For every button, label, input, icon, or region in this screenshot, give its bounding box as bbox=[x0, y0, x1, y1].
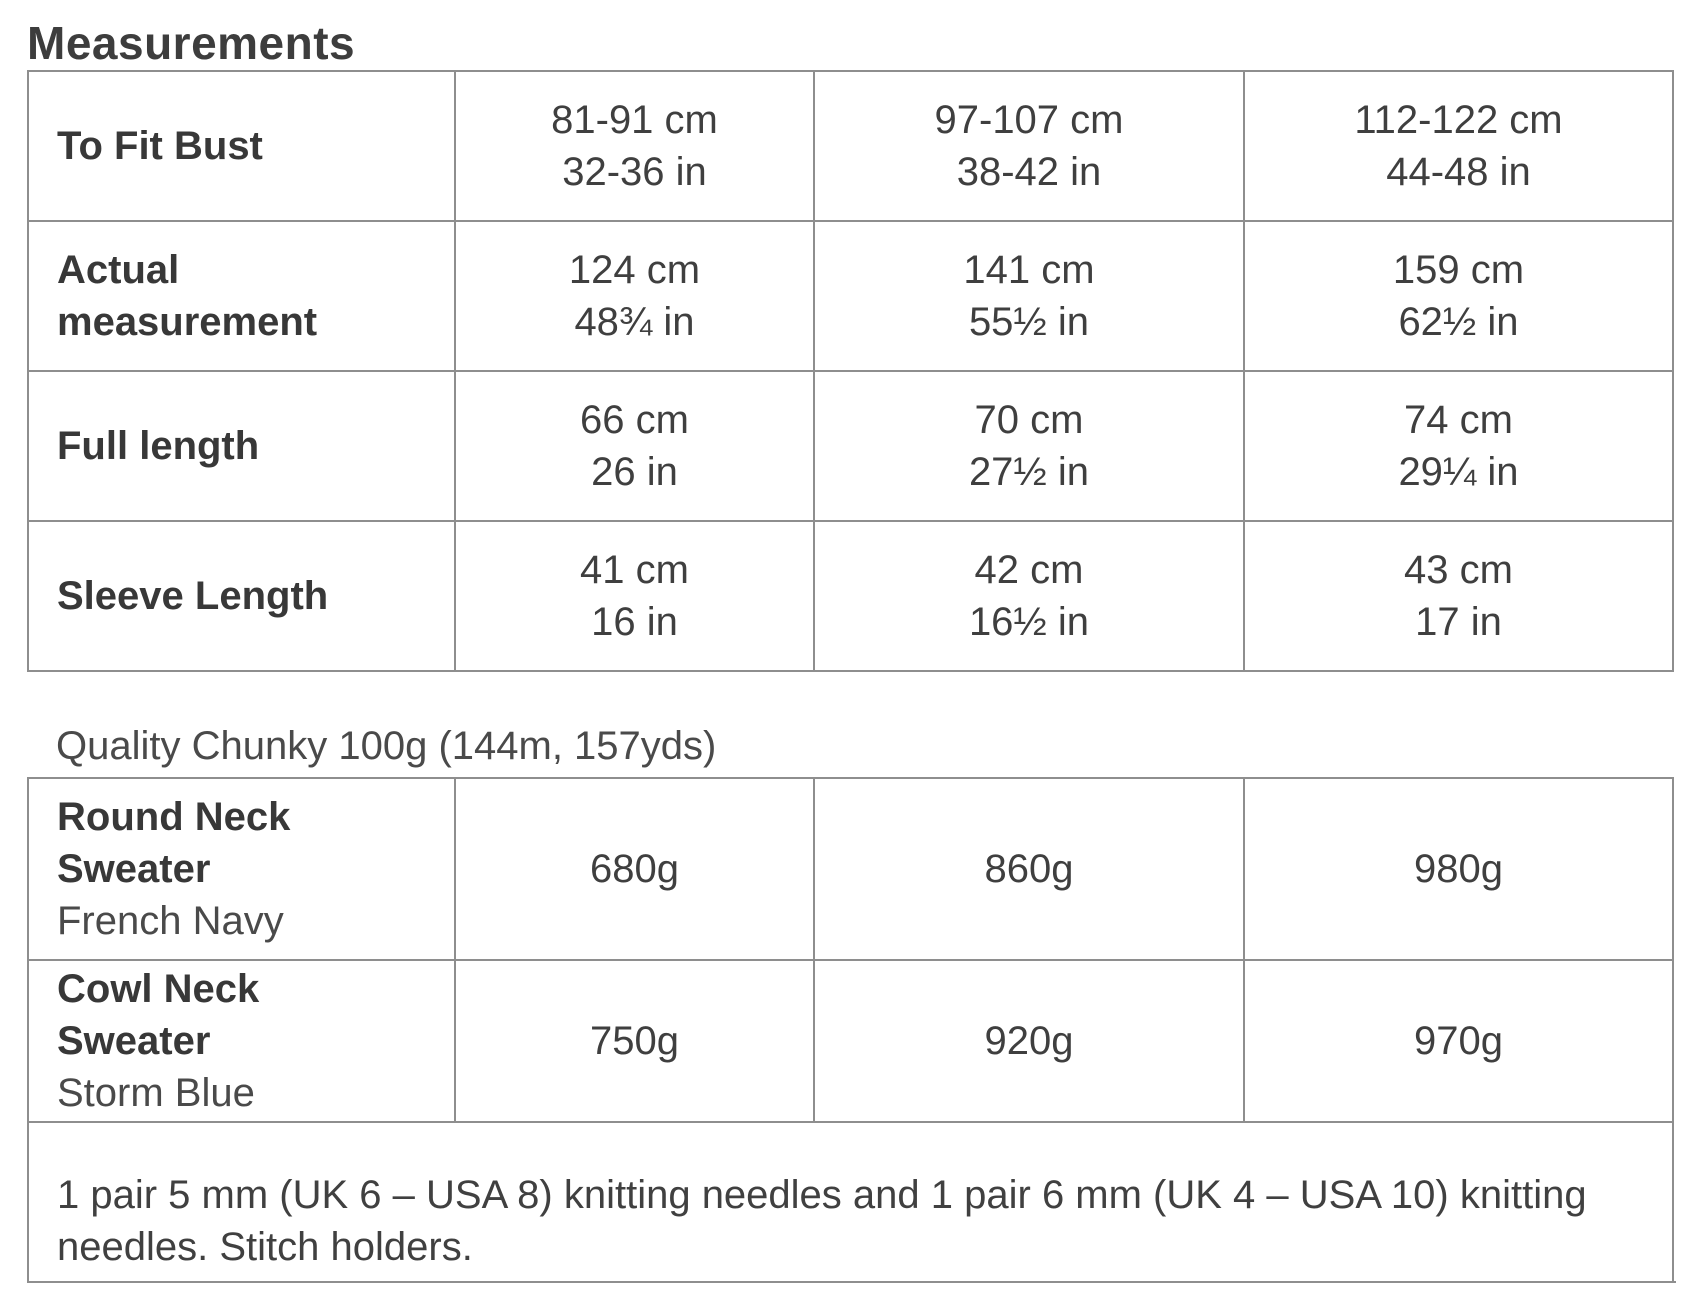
value-in: 55½ in bbox=[968, 300, 1090, 344]
row-label: Sleeve Length bbox=[28, 521, 455, 671]
table-row-needles bbox=[28, 1122, 1673, 1282]
size-cell bbox=[455, 221, 814, 371]
size-cell bbox=[814, 521, 1244, 671]
row-label bbox=[28, 778, 455, 960]
value-cm: 74 cm bbox=[1404, 398, 1513, 442]
size-cell bbox=[1244, 71, 1673, 221]
yarn-weight-cell: 970g bbox=[1244, 960, 1673, 1122]
garment-title: Cowl Neck Sweater bbox=[57, 967, 260, 1063]
yarn-caption: Quality Chunky 100g (144m, 157yds) bbox=[56, 724, 717, 768]
value-in: 26 in bbox=[591, 450, 678, 494]
yarn-weight-cell: 860g bbox=[814, 778, 1244, 960]
value-cm: 43 cm bbox=[1404, 548, 1513, 592]
value-cm: 42 cm bbox=[974, 548, 1084, 592]
measurements-table bbox=[27, 70, 1674, 672]
value-cm: 97-107 cm bbox=[934, 98, 1124, 142]
value-cm: 124 cm bbox=[568, 248, 701, 292]
value-in: 27½ in bbox=[968, 450, 1090, 494]
size-cell bbox=[455, 371, 814, 521]
size-cell bbox=[455, 521, 814, 671]
size-cell bbox=[814, 371, 1244, 521]
value-in: 44-48 in bbox=[1386, 150, 1531, 194]
row-label: To Fit Bust bbox=[28, 71, 455, 221]
table-row-full-length bbox=[28, 371, 1673, 521]
bottom-rule bbox=[27, 1281, 1676, 1283]
value-in: 62½ in bbox=[1398, 300, 1519, 344]
yarn-weight-cell: 920g bbox=[814, 960, 1244, 1122]
size-cell bbox=[1244, 521, 1673, 671]
size-cell bbox=[455, 71, 814, 221]
colour-name: Storm Blue bbox=[57, 1071, 255, 1115]
value-cm: 159 cm bbox=[1392, 248, 1525, 292]
size-cell bbox=[814, 221, 1244, 371]
table-row-round-neck bbox=[28, 778, 1673, 960]
table-row-sleeve-length bbox=[28, 521, 1673, 671]
value-cm: 81-91 cm bbox=[551, 98, 718, 142]
yarn-table bbox=[27, 777, 1674, 1283]
size-cell bbox=[1244, 371, 1673, 521]
value-in: 38-42 in bbox=[956, 150, 1102, 194]
page-title: Measurements bbox=[27, 17, 356, 69]
value-in: 16½ in bbox=[968, 600, 1090, 644]
yarn-weight-cell: 750g bbox=[455, 960, 814, 1122]
yarn-weight-cell: 980g bbox=[1244, 778, 1673, 960]
table-row-cowl-neck bbox=[28, 960, 1673, 1122]
yarn-weight-cell: 680g bbox=[455, 778, 814, 960]
size-cell bbox=[814, 71, 1244, 221]
garment-title: Round Neck Sweater bbox=[57, 795, 291, 891]
value-cm: 70 cm bbox=[974, 398, 1084, 442]
value-in: 17 in bbox=[1415, 600, 1502, 644]
row-label: Full length bbox=[28, 371, 455, 521]
value-in: 16 in bbox=[591, 600, 678, 644]
value-in: 32-36 in bbox=[562, 150, 707, 194]
value-in: 48¾ in bbox=[574, 300, 695, 344]
value-cm: 141 cm bbox=[963, 248, 1095, 292]
value-cm: 66 cm bbox=[580, 398, 689, 442]
table-row-to-fit-bust bbox=[28, 71, 1673, 221]
value-cm: 41 cm bbox=[580, 548, 689, 592]
colour-name: French Navy bbox=[57, 899, 284, 943]
value-in: 29¼ in bbox=[1398, 450, 1519, 494]
row-label: Actual measurement bbox=[28, 221, 455, 371]
value-cm: 112-122 cm bbox=[1354, 98, 1563, 142]
row-label bbox=[28, 960, 455, 1122]
table-row-actual-measurement bbox=[28, 221, 1673, 371]
needles-note: 1 pair 5 mm (UK 6 – USA 8) knitting needles and 1 pair 6 mm (UK 4 – USA 10) knitting needles. Stitch holders. bbox=[28, 1122, 1673, 1282]
size-cell bbox=[1244, 221, 1673, 371]
